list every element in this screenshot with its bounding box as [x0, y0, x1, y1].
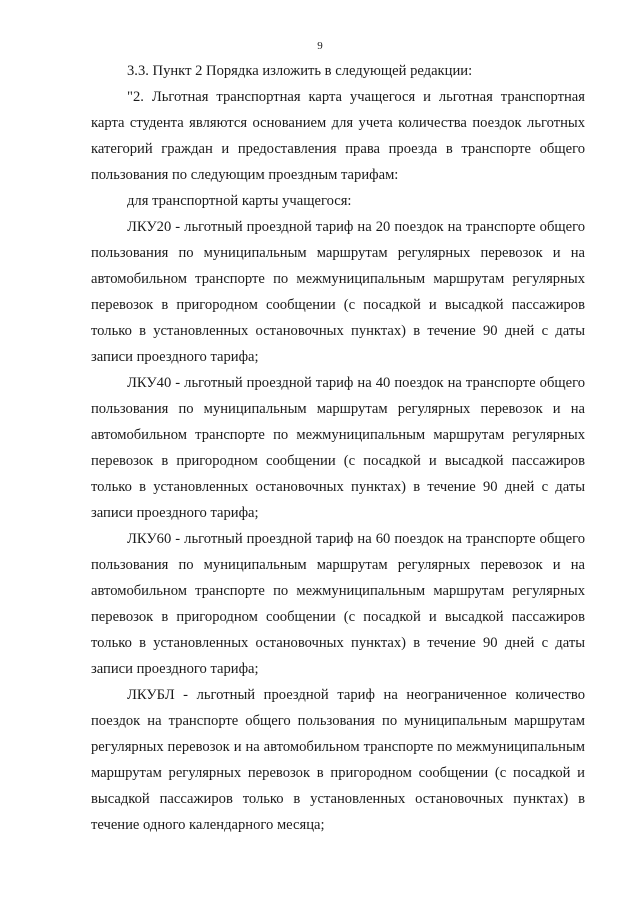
- paragraph-tariff-lku60: ЛКУ60 - льготный проездной тариф на 60 поездок на транспорте общего пользования по муниципальным маршрутам регулярных перевозок и на автомобильном транспорте по межмуниципальным маршрутам регулярных перевозок в пригородном сообщении (с посадкой и высадкой пассажиров только в установленных остановочных пунктах) в течение 90 дней с даты записи проездного тарифа;: [91, 531, 585, 677]
- paragraph-item-2: "2. Льготная транспортная карта учащегося и льготная транспортная карта студента являются основанием для учета количества поездок льготных категорий граждан и предоставления права проезда в транспорте общего пользования по следующим проездным тарифам:: [91, 89, 585, 183]
- paragraph-amendment-intro: 3.3. Пункт 2 Порядка изложить в следующей редакции:: [127, 63, 473, 79]
- paragraph-tariff-lku20: ЛКУ20 - льготный проездной тариф на 20 поездок на транспорте общего пользования по муниципальным маршрутам регулярных перевозок и на автомобильном транспорте по межмуниципальным маршрутам регулярных перевозок в пригородном сообщении (с посадкой и высадкой пассажиров только в установленных остановочных пунктах) в течение 90 дней с даты записи проездного тарифа;: [91, 219, 585, 365]
- page-number: 9: [317, 40, 323, 52]
- document-body: [91, 58, 585, 838]
- paragraph-tariff-lkubl: ЛКУБЛ - льготный проездной тариф на неограниченное количество поездок на транспорте общего пользования по муниципальным маршрутам регулярных перевозок и на автомобильном транспорте по межмуниципальным маршрутам регулярных перевозок в пригородном сообщении (с посадкой и высадкой пассажиров только в установленных остановочных пунктах) в течение одного календарного месяца;: [91, 687, 585, 833]
- paragraph-student-card-heading: для транспортной карты учащегося:: [127, 193, 352, 209]
- paragraph-tariff-lku40: ЛКУ40 - льготный проездной тариф на 40 поездок на транспорте общего пользования по муниципальным маршрутам регулярных перевозок и на автомобильном транспорте по межмуниципальным маршрутам регулярных перевозок в пригородном сообщении (с посадкой и высадкой пассажиров только в установленных остановочных пунктах) в течение 90 дней с даты записи проездного тарифа;: [91, 375, 585, 521]
